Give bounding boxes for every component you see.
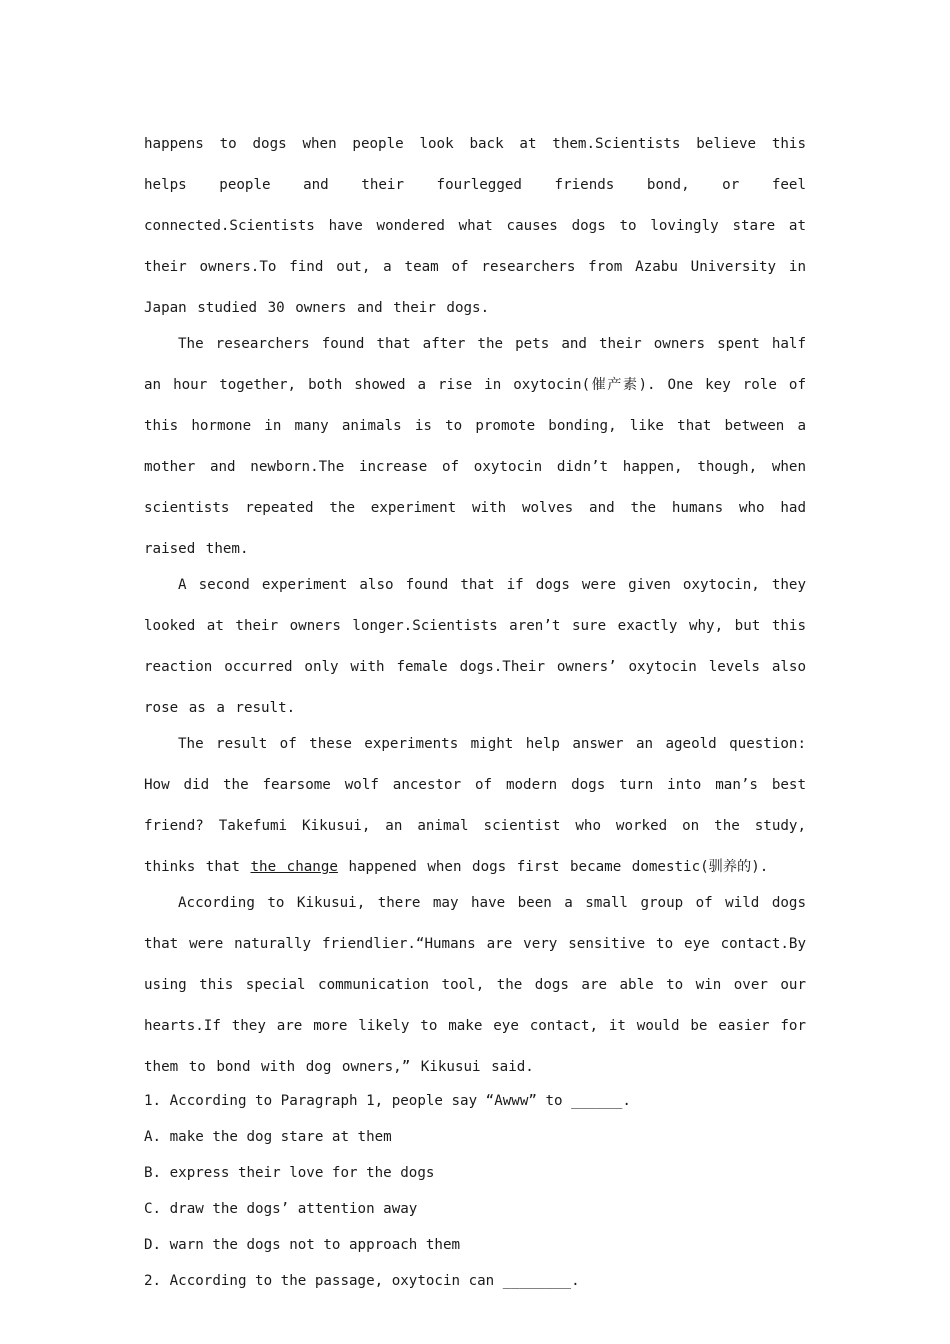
paragraph-5: According to Kikusui, there may have been a small group of wild dogs that were naturally friendlier.“Humans are very sensitive to eye contact.By using this special communication tool, the dogs are able to win over our hearts.If they are more likely to make eye contact, it would be easier for them to bond with dog owners,” Kikusui said. (144, 895, 806, 1075)
paragraph-3: A second experiment also found that if dogs were given oxytocin, they looked at their owners longer.Scientists aren’t sure exactly why, but this reaction occurred only with female dogs.Their owners’ oxytocin levels also rose as a result. (144, 577, 806, 716)
paragraph-1: happens to dogs when people look back at them.Scientists believe this helps people and their fourlegged friends bond, or feel connected.Scientists have wondered what causes dogs to lovingly stare at their owners.To find out, a team of researchers from Azabu University in Japan studied 30 owners and their dogs. (144, 136, 806, 316)
question-1-option-a: A. make the dog stare at them (144, 1129, 392, 1145)
paragraph-4-text-before: The result of these experiments might help answer an ageold question: How did the fearsome wolf ancestor of modern dogs turn into man’s best friend? Takefumi Kikusui, an animal scientist who worked on the study, thinks that (144, 736, 806, 875)
paragraph-2: The researchers found that after the pets and their owners spent half an hour together, both showed a rise in oxytocin(催产素). One key role of this hormone in many animals is to promote bonding, like that between a mother and newborn.The increase of oxytocin didn’t happen, though, when scientists repeated the experiment with wolves and the humans who had raised them. (144, 336, 806, 557)
paragraph-4-text-after: happened when dogs first became domestic(驯养的). (337, 859, 769, 875)
question-1: 1. According to Paragraph 1, people say “Awww” to ______. (144, 1093, 631, 1109)
question-2: 2. According to the passage, oxytocin can ________. (144, 1273, 580, 1289)
underlined-phrase: the change (250, 859, 338, 875)
question-1-option-c: C. draw the dogs’ attention away (144, 1201, 418, 1217)
question-1-option-b: B. express their love for the dogs (144, 1165, 435, 1181)
paragraph-4 (144, 724, 806, 888)
document-page (144, 124, 806, 1299)
question-1-option-d: D. warn the dogs not to approach them (144, 1237, 461, 1253)
